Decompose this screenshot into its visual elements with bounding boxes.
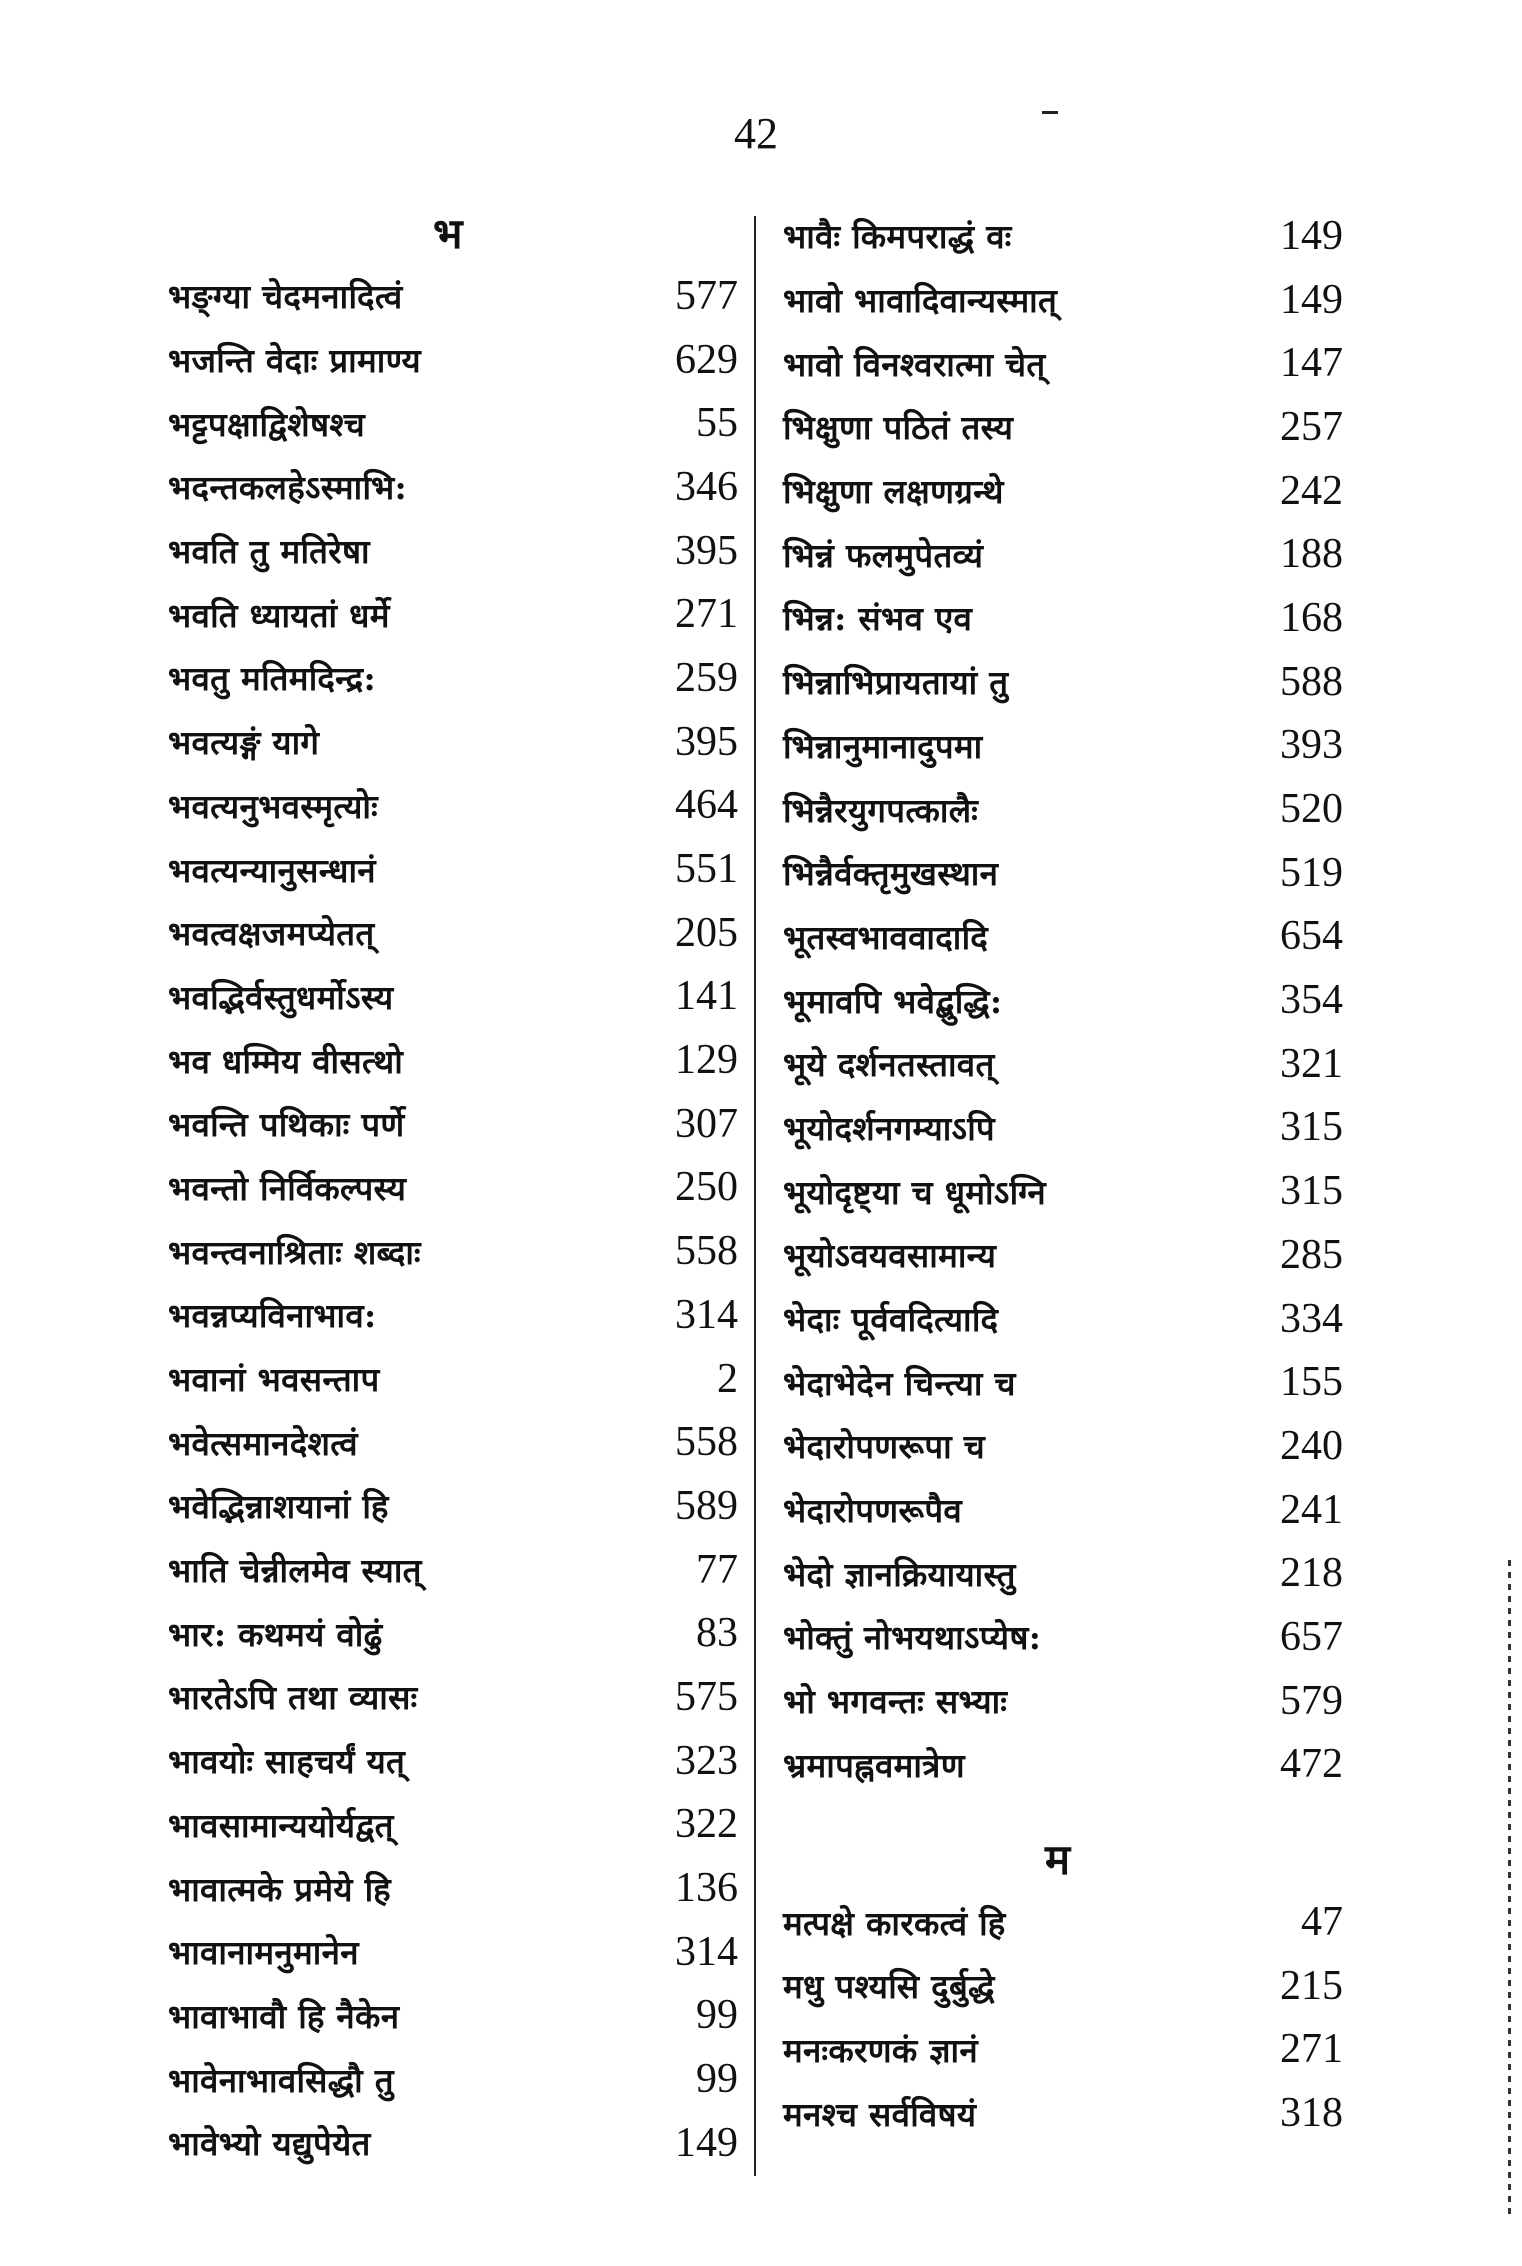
entry-page-number: 257	[1280, 403, 1343, 450]
index-entry	[168, 1028, 738, 1092]
entry-text: भिक्षुणा लक्षणग्रन्थे	[783, 472, 1004, 512]
index-entry	[783, 1350, 1343, 1414]
entry-page-number: 579	[1280, 1677, 1343, 1724]
entry-page-number: 241	[1280, 1486, 1343, 1533]
index-entry	[783, 650, 1343, 714]
left-column	[168, 204, 738, 2175]
index-entry	[168, 1920, 738, 1984]
entry-text: भावो भावादिवान्यस्मात्	[783, 281, 1058, 321]
entry-page-number: 155	[1280, 1359, 1343, 1406]
entry-text: भोक्तुं नोभयथाऽप्येष:	[783, 1618, 1042, 1658]
entry-text: भवत्वक्षजमप्येतत्	[168, 914, 375, 954]
index-entry	[168, 710, 738, 774]
entry-page-number: 354	[1280, 977, 1343, 1024]
index-entry	[168, 1856, 738, 1920]
entry-text: भावो विनश्वरात्मा चेत्	[783, 344, 1046, 384]
entry-page-number: 149	[1280, 276, 1343, 323]
index-entry	[783, 1032, 1343, 1096]
entry-text: भाति चेन्नीलमेव स्यात्	[168, 1551, 422, 1591]
entry-text: भावाभावौ हि नैकेन	[168, 1996, 400, 2036]
entry-page-number: 323	[675, 1737, 738, 1784]
index-entry	[168, 1410, 738, 1474]
entry-page-number: 520	[1280, 786, 1343, 833]
index-entry	[783, 1223, 1343, 1287]
entry-page-number: 558	[675, 1228, 738, 1275]
index-entry	[783, 1159, 1343, 1223]
entry-text: भेदारोपणरूपा च	[783, 1427, 985, 1467]
entry-page-number: 464	[675, 782, 738, 829]
entry-text: भूमावपि भवेद्बुद्धि:	[783, 981, 1003, 1021]
entry-page-number: 271	[675, 591, 738, 638]
entry-page-number: 218	[1280, 1550, 1343, 1597]
entry-page-number: 168	[1280, 594, 1343, 641]
entry-page-number: 188	[1280, 531, 1343, 578]
entry-page-number: 55	[696, 400, 738, 447]
entry-text: भवति ध्यायतां धर्मे	[168, 595, 390, 635]
entry-text: भावात्मके प्रमेये हि	[168, 1869, 391, 1909]
entry-text: भेदारोपणरूपैव	[783, 1491, 963, 1531]
index-entry	[168, 965, 738, 1029]
index-entry	[783, 2081, 1343, 2145]
index-entry	[168, 2111, 738, 2175]
index-entry	[783, 1605, 1343, 1669]
index-entry	[783, 1096, 1343, 1160]
page-mark	[1042, 111, 1058, 114]
page-number: 42	[734, 109, 778, 158]
entry-page-number: 2	[717, 1355, 738, 1402]
entry-page-number: 551	[675, 846, 738, 893]
entry-page-number: 147	[1280, 340, 1343, 387]
entry-text: भव धम्मिय वीसत्थो	[168, 1041, 404, 1081]
entry-page-number: 205	[675, 909, 738, 956]
entry-text: भवत्यन्यानुसन्धानं	[168, 850, 376, 890]
entry-page-number: 129	[675, 1037, 738, 1084]
entry-page-number: 307	[675, 1100, 738, 1147]
entry-text: भेदाः पूर्ववदित्यादि	[783, 1300, 999, 1340]
entry-text: भवन्नप्यविनाभाव:	[168, 1296, 377, 1336]
entry-page-number: 149	[1280, 212, 1343, 259]
left-entry-list	[168, 264, 738, 2175]
entry-text: भवन्त्वनाश्रिताः शब्दाः	[168, 1232, 421, 1272]
index-entry	[783, 1541, 1343, 1605]
entry-page-number: 393	[1280, 722, 1343, 769]
index-entry	[168, 1347, 738, 1411]
index-entry	[168, 1601, 738, 1665]
entry-text: भूयोदृष्ट्या च धूमोऽग्नि	[783, 1172, 1047, 1212]
section-heading-bha: भ	[433, 209, 463, 258]
index-entry	[783, 1287, 1343, 1351]
entry-text: भावेभ्यो यद्युपेयेत	[168, 2124, 371, 2164]
entry-page-number: 314	[675, 1928, 738, 1975]
entry-page-number: 629	[675, 336, 738, 383]
entry-page-number: 99	[696, 2056, 738, 2103]
index-entry	[783, 777, 1343, 841]
entry-page-number: 250	[675, 1164, 738, 1211]
right-column	[783, 204, 1343, 2145]
entry-text: भारतेऽपि तथा व्यासः	[168, 1678, 418, 1718]
entry-text: भजन्ति वेदाः प्रामाण्य	[168, 341, 421, 381]
entry-page-number: 83	[696, 1610, 738, 1657]
index-entry	[783, 1478, 1343, 1542]
index-entry	[783, 841, 1343, 905]
index-entry	[168, 1665, 738, 1729]
column-divider	[754, 216, 756, 2176]
index-entry	[168, 1092, 738, 1156]
entry-page-number: 242	[1280, 467, 1343, 514]
entry-page-number: 472	[1280, 1741, 1343, 1788]
index-entry	[168, 1984, 738, 2048]
index-entry	[168, 519, 738, 583]
index-entry	[168, 837, 738, 901]
index-entry	[168, 1283, 738, 1347]
entry-page-number: 575	[675, 1673, 738, 1720]
entry-page-number: 519	[1280, 849, 1343, 896]
right-entry-list-bha	[783, 204, 1343, 1796]
entry-text: भङ्ग्या चेदमनादित्वं	[168, 277, 403, 317]
entry-text: भूयोऽवयवसामान्य	[783, 1236, 997, 1276]
entry-text: भावानामनुमानेन	[168, 1933, 359, 1973]
entry-page-number: 259	[675, 654, 738, 701]
index-entry	[783, 1669, 1343, 1733]
entry-text: भवानां भवसन्ताप	[168, 1360, 380, 1400]
entry-text: भार: कथमयं वोढुं	[168, 1614, 383, 1654]
entry-page-number: 47	[1301, 1899, 1343, 1946]
index-entry	[168, 901, 738, 965]
index-entry	[783, 586, 1343, 650]
entry-text: भवन्तो निर्विकल्पस्य	[168, 1168, 407, 1208]
entry-text: भिन्नानुमानादुपमा	[783, 726, 983, 766]
entry-text: भेदो ज्ञानक्रियायास्तु	[783, 1554, 1016, 1594]
index-entry	[783, 1733, 1343, 1797]
entry-text: भावयोः साहचर्यं यत्	[168, 1742, 406, 1782]
index-entry	[168, 1729, 738, 1793]
entry-page-number: 77	[696, 1546, 738, 1593]
index-entry	[783, 522, 1343, 586]
index-entry	[168, 391, 738, 455]
entry-page-number: 334	[1280, 1295, 1343, 1342]
index-entry	[168, 1793, 738, 1857]
index-entry	[168, 455, 738, 519]
index-entry	[783, 1414, 1343, 1478]
right-entry-list-ma	[783, 1890, 1343, 2145]
entry-text: भट्टपक्षाद्विशेषश्च	[168, 404, 366, 444]
index-entry	[168, 774, 738, 838]
entry-text: भवत्यङ्गं यागे	[168, 723, 320, 763]
entry-page-number: 136	[675, 1865, 738, 1912]
index-entry	[783, 268, 1343, 332]
index-entry	[783, 395, 1343, 459]
index-entry	[783, 331, 1343, 395]
index-entry	[168, 2047, 738, 2111]
entry-text: भिन्नैर्वक्तृमुखस्थान	[783, 854, 999, 894]
entry-page-number: 395	[675, 527, 738, 574]
entry-page-number: 285	[1280, 1231, 1343, 1278]
entry-text: भावसामान्ययोर्यद्वत्	[168, 1805, 394, 1845]
entry-text: भ्रमापह्नवमात्रेण	[783, 1745, 965, 1785]
entry-page-number: 558	[675, 1419, 738, 1466]
section-heading-ma: म	[1045, 1835, 1071, 1885]
entry-text: भिन्नैरयुगपत्कालैः	[783, 790, 979, 830]
index-entry	[783, 2018, 1343, 2082]
index-entry	[783, 1890, 1343, 1954]
entry-text: मनःकरणकं ज्ञानं	[783, 2030, 978, 2070]
entry-text: मनश्च सर्वविषयं	[783, 2094, 977, 2134]
entry-text: भिन्न: संभव एव	[783, 599, 973, 639]
index-entry	[168, 1474, 738, 1538]
entry-page-number: 99	[696, 1992, 738, 2039]
index-entry	[783, 905, 1343, 969]
entry-text: भवत्यनुभवस्मृत्योः	[168, 786, 378, 826]
entry-text: मत्पक्षे कारकत्वं हि	[783, 1903, 1006, 1943]
entry-text: भूतस्वभाववादादि	[783, 917, 989, 957]
entry-page-number: 589	[675, 1482, 738, 1529]
entry-text: भिन्नं फलमुपेतव्यं	[783, 535, 984, 575]
page-edge-marks	[1508, 1560, 1511, 2220]
entry-page-number: 657	[1280, 1613, 1343, 1660]
entry-text: भवति तु मतिरेषा	[168, 532, 370, 572]
entry-text: भवेत्समानदेशत्वं	[168, 1423, 358, 1463]
entry-text: भो भगवन्तः सभ्याः	[783, 1682, 1008, 1722]
entry-text: भवन्ति पथिकाः पर्णे	[168, 1105, 405, 1145]
index-entry	[783, 968, 1343, 1032]
entry-page-number: 577	[675, 272, 738, 319]
index-entry	[168, 328, 738, 392]
index-entry	[783, 459, 1343, 523]
entry-page-number: 318	[1280, 2090, 1343, 2137]
index-entry	[783, 204, 1343, 268]
entry-page-number: 588	[1280, 658, 1343, 705]
index-entry	[168, 1219, 738, 1283]
index-entry	[168, 264, 738, 328]
entry-page-number: 315	[1280, 1168, 1343, 1215]
index-entry	[168, 646, 738, 710]
entry-page-number: 322	[675, 1801, 738, 1848]
entry-text: भदन्तकलहेऽस्माभि:	[168, 468, 407, 508]
entry-page-number: 240	[1280, 1422, 1343, 1469]
entry-page-number: 141	[675, 973, 738, 1020]
entry-text: भवतु मतिमदिन्द्र:	[168, 659, 376, 699]
entry-text: भावेनाभावसिद्धौ तु	[168, 2060, 394, 2100]
entry-text: भेदाभेदेन चिन्त्या च	[783, 1363, 1016, 1403]
entry-page-number: 271	[1280, 2026, 1343, 2073]
entry-page-number: 395	[675, 718, 738, 765]
entry-text: भिन्नाभिप्रायतायां तु	[783, 663, 1009, 703]
entry-text: भिक्षुणा पठितं तस्य	[783, 408, 1014, 448]
entry-text: भूयोदर्शनगम्याऽपि	[783, 1108, 995, 1148]
entry-text: मधु पश्यसि दुर्बुद्धे	[783, 1967, 995, 2007]
entry-page-number: 321	[1280, 1040, 1343, 1087]
entry-page-number: 315	[1280, 1104, 1343, 1151]
entry-page-number: 314	[675, 1291, 738, 1338]
index-entry	[168, 1156, 738, 1220]
entry-text: भूये दर्शनतस्तावत्	[783, 1045, 995, 1085]
index-entry	[783, 714, 1343, 778]
index-entry	[168, 1538, 738, 1602]
entry-text: भवद्भिर्वस्तुधर्मोऽस्य	[168, 977, 394, 1017]
index-entry	[168, 582, 738, 646]
entry-text: भावैः किमपराद्धं वः	[783, 217, 1012, 257]
entry-page-number: 149	[675, 2119, 738, 2166]
entry-page-number: 346	[675, 463, 738, 510]
entry-page-number: 215	[1280, 1962, 1343, 2009]
entry-page-number: 654	[1280, 913, 1343, 960]
entry-text: भवेद्भिन्नाशयानां हि	[168, 1487, 389, 1527]
index-entry	[783, 1954, 1343, 2018]
